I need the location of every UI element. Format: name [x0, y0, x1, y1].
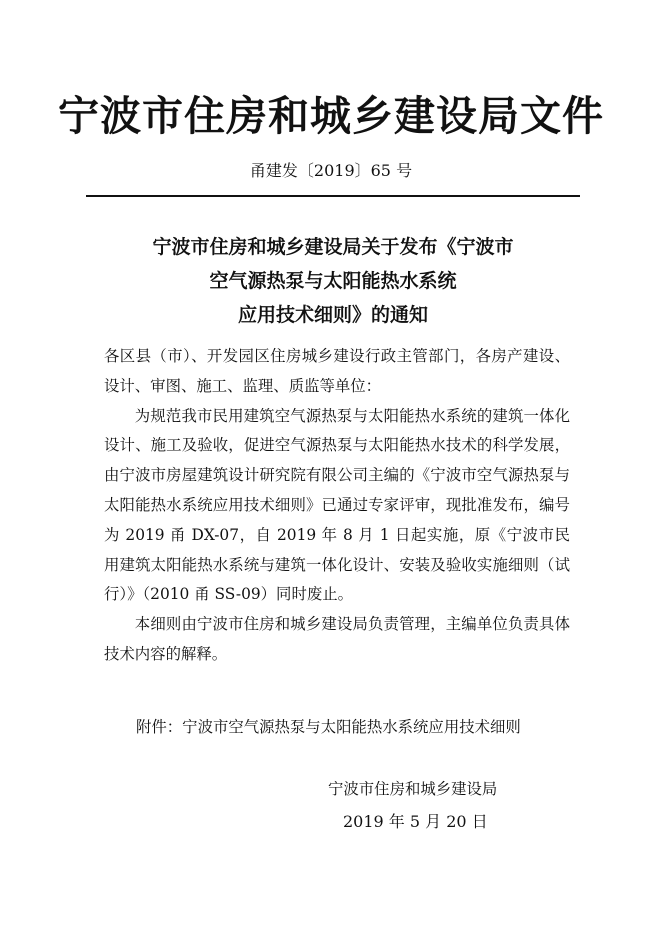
document-header-title: 宁波市住房和城乡建设局文件 — [58, 92, 604, 140]
notice-body — [104, 342, 570, 670]
notice-title-line: 应用技术细则》的通知 — [237, 304, 428, 326]
notice-title — [86, 230, 580, 332]
header-divider — [86, 195, 580, 197]
issuer-name: 宁波市住房和城乡建设局 — [328, 780, 498, 798]
body-paragraph: 本细则由宁波市住房和城乡建设局负责管理，主编单位负责具体技术内容的解释。 — [104, 615, 570, 663]
notice-title-line: 空气源热泵与太阳能热水系统 — [209, 270, 457, 292]
document-number: 甬建发〔2019〕65 号 — [249, 161, 413, 180]
body-paragraph: 为规范我市民用建筑空气源热泵与太阳能热水系统的建筑一体化设计、施工及验收，促进空气源热泵与太阳能热水技术的科学发展，由宁波市房屋建筑设计研究院有限公司主编的《宁波市空气源热泵与太阳能热水系统应用技术细则》已通过专家评审，现批准发布，编号为 2019 甬 DX-07，自 2019 年 8 月 1 日起实施，原《宁波市民用建筑太阳能热水系统与建筑一体化设计、安装及验收实施细则（试行）》（2010 甬 SS-09）同时废止。 — [104, 406, 570, 604]
notice-title-line: 宁波市住房和城乡建设局关于发布《宁波市 — [152, 236, 514, 258]
issue-date: 2019 年 5 月 20 日 — [343, 812, 488, 831]
addressee-paragraph: 各区县（市）、开发园区住房城乡建设行政主管部门，各房产建设、设计、审图、施工、监理、质监等单位： — [104, 347, 570, 395]
attachment-line: 附件：宁波市空气源热泵与太阳能热水系统应用技术细则 — [136, 718, 521, 736]
